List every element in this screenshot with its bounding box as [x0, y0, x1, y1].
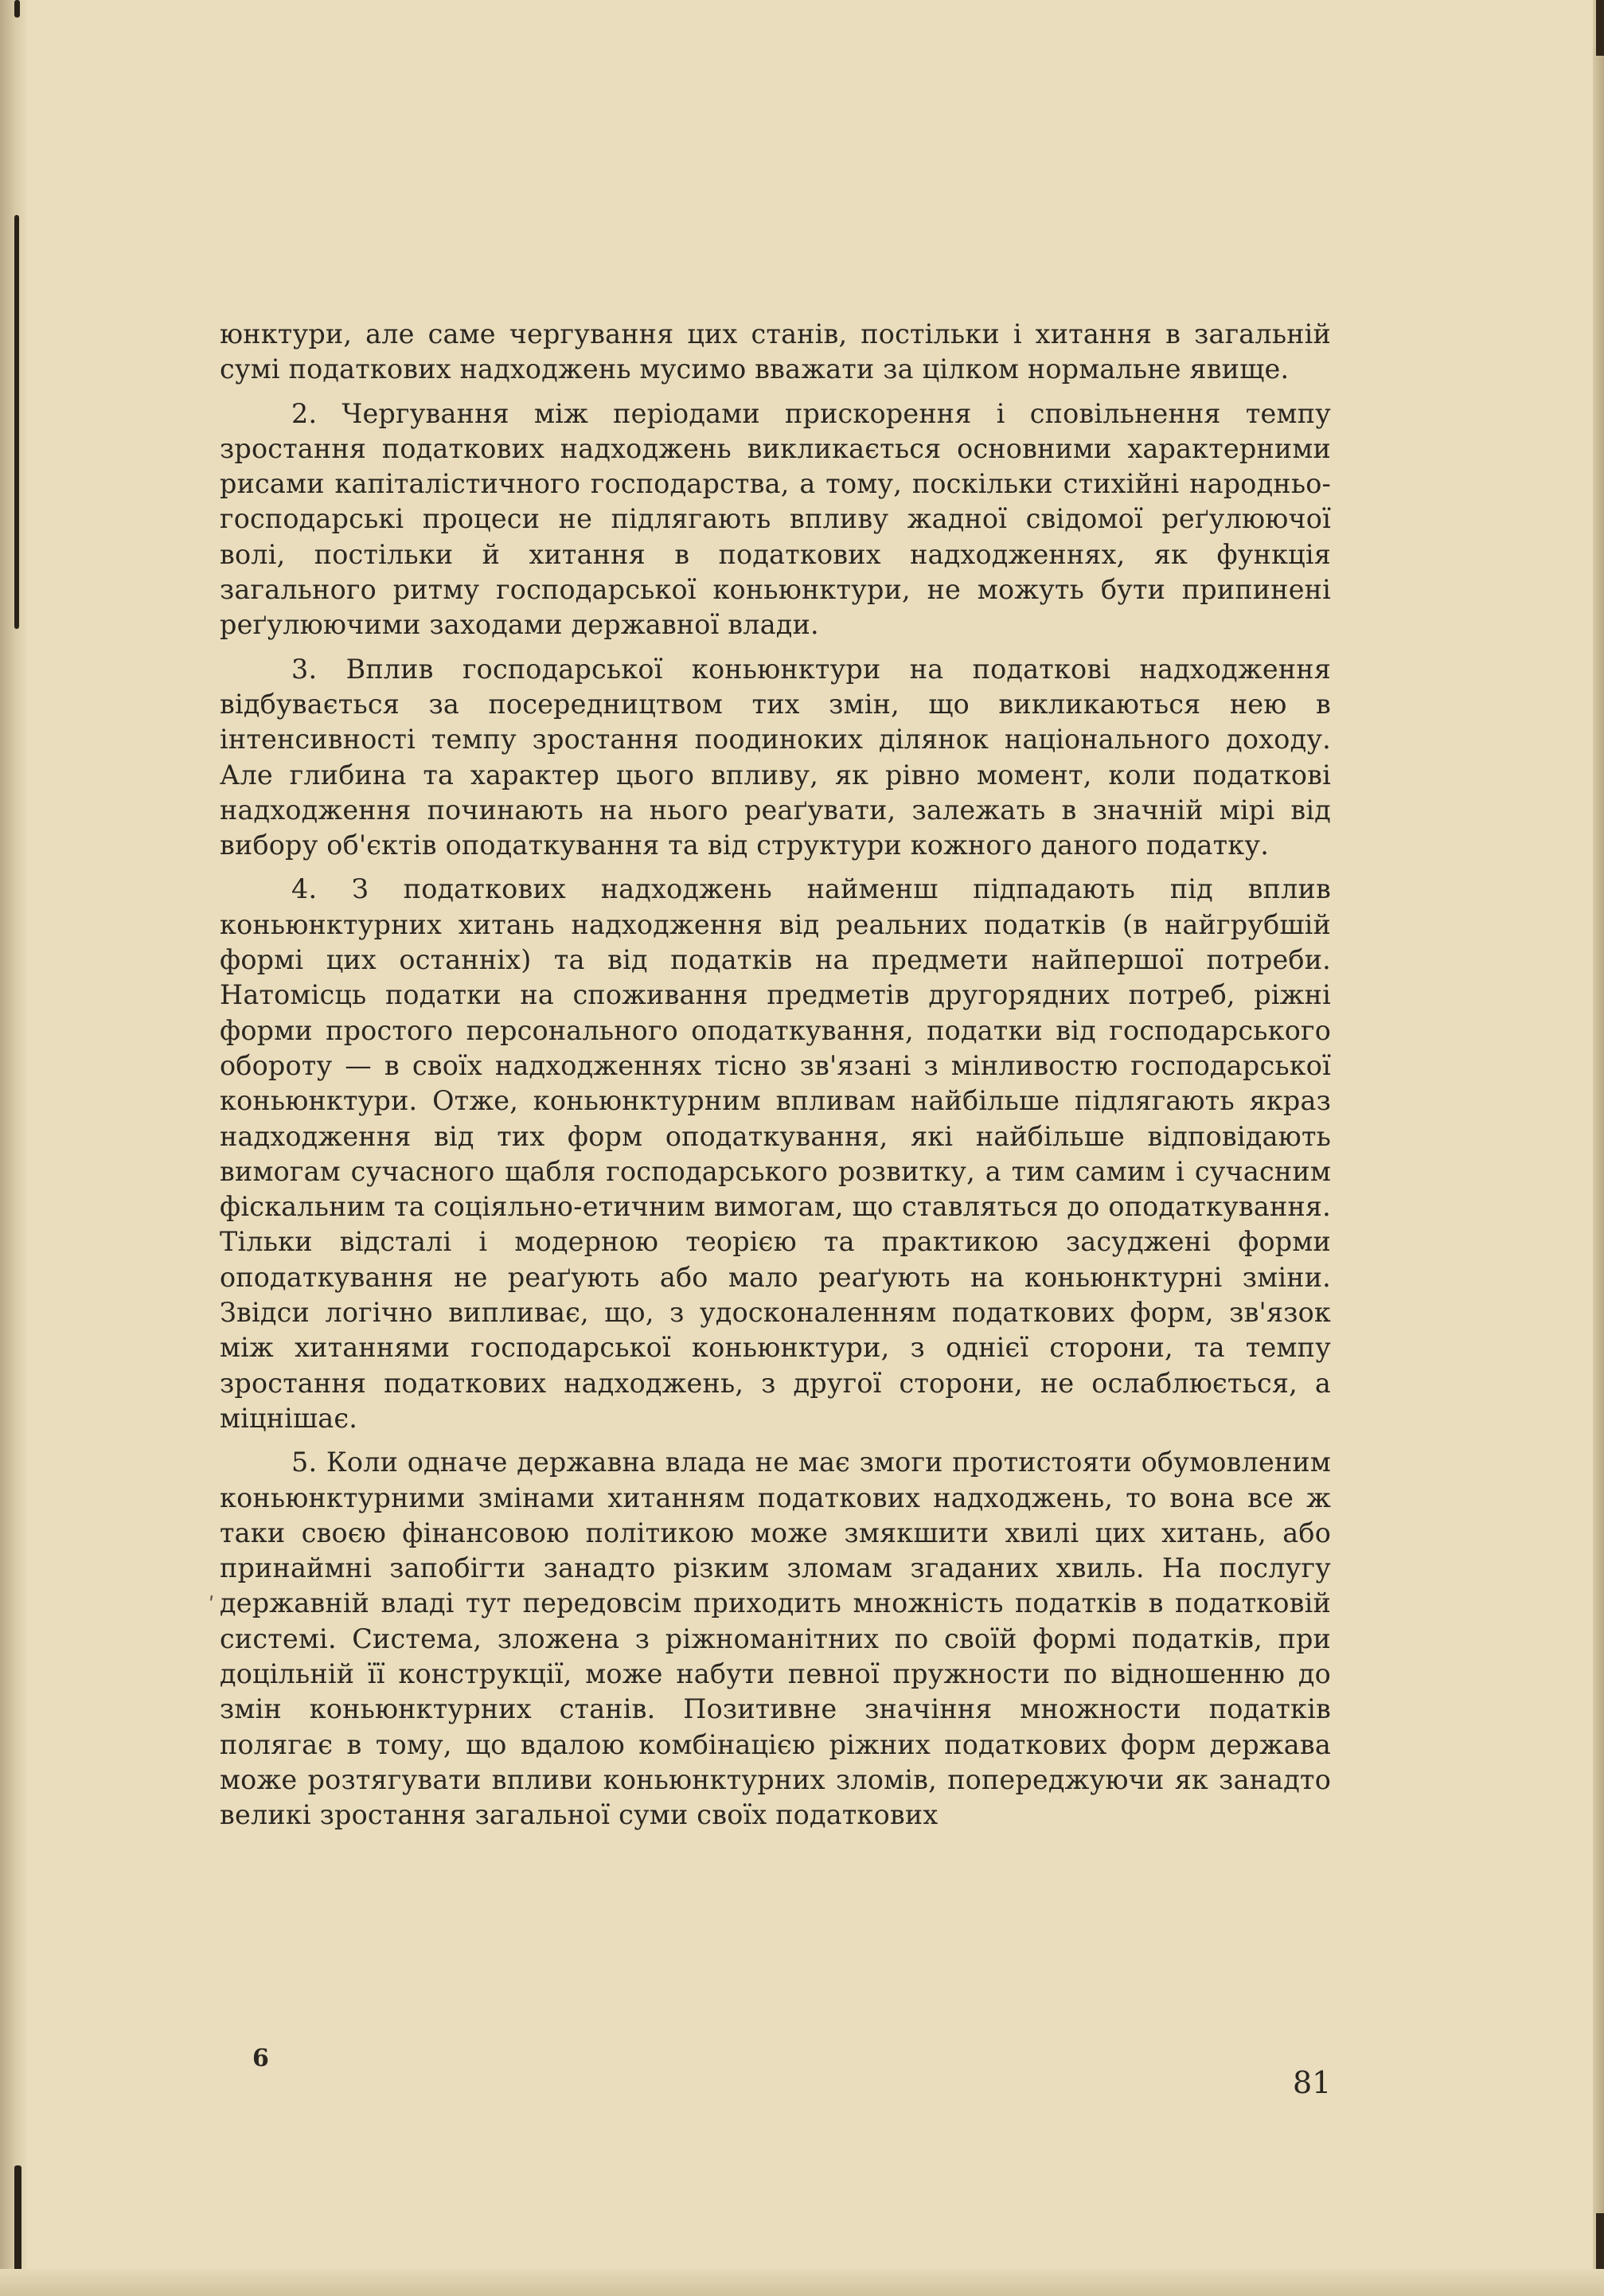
paragraph-2: 2. Чергування між періодами прискорення і сповільнення темпу зростання податкових надходжень викликається основними характерними рисами капіталістичного господарства, а тому, поскільки стихійні народньо-господарські процеси не підлягають впливу жадної свідомої реґулюючої волі, постільки й хитання в податкових надходженнях, як функція загального ритму господарської коньюнктури, не можуть бути припинені реґулюючими заходами державної влади. — [220, 397, 1331, 641]
binding-mark — [14, 0, 20, 18]
page-number: 81 — [1293, 2065, 1332, 2100]
printer-signature-mark: 6 — [252, 2044, 269, 2072]
book-spine-shadow — [0, 0, 27, 2296]
paragraph-continued: юнктури, але саме чергування цих станів, постільки і хитання в загальній сумі податкових надходжень мусимо вважати за цілком нормальне явище. — [220, 318, 1331, 385]
page-right-edge — [1593, 0, 1604, 2296]
margin-mark: ʹ — [209, 1594, 215, 1618]
page-right-edge-mark — [1596, 0, 1604, 56]
body-text — [220, 317, 1331, 1841]
paragraph-4: 4. З податкових надходжень найменш підпадають під вплив коньюнктурних хитань надходження від реальних податків (в найгрубшій формі цих останніх) та від податків на предмети найпершої потреби. Натомісць податки на споживання предметів другорядних потреб, ріжні форми простого персонального оподаткування, податки від господарського обороту — в своїх надходженнях тісно зв'язані з мінливостю господарської коньюнктури. Отже, коньюнктурним впливам найбільше підлягають якраз надходження від тих форм оподаткування, які найбільше відповідають вимогам сучасного щабля господарського розвитку, а тим самим і сучасним фіскальним та соціяльно-етичним вимогам, що ставляться до оподаткування. Тільки відсталі і модерною теорією та практикою засуджені форми оподаткування не реаґують або мало реаґують на коньюнктурні зміни. Звідси логічно випливає, що, з удосконаленням податкових форм, зв'язок між хитаннями господарської коньюнктури, з однієї сторони, та темпу зростання податкових надходжень, з другої сторони, не ослаблюється, а міцнішає. — [220, 873, 1331, 1434]
page-bottom-edge — [0, 2269, 1604, 2296]
paragraph-3: 3. Вплив господарської коньюнктури на податкові надходження відбувається за посередництвом тих змін, що викликаються нею в інтенсивності темпу зростання поодиноких ділянок національного доходу. Але глибина та характер цього впливу, як рівно момент, коли податкові надходження починають на нього реаґувати, залежать в значній мірі від вибору об'єктів оподаткування та від структури кожного даного податку. — [220, 653, 1331, 861]
paragraph-5: 5. Коли одначе державна влада не має змоги протистояти обумовленим коньюнктурними змінами хитанням податкових надходжень, то вона все ж таки своєю фінансовою політикою може змякшити хвилі цих хитань, або принаймні запобігти занадто різким зломам згаданих хвиль. На послугу державній владі тут передовсім приходить множність податків в податковій системі. Система, зложена з ріжноманітних по своїй формі податків, при доцільній її конструкції, може набути певної пружности по відношенню до змін коньюнктурних станів. Позитивне значіння множности податків полягає в тому, що вдалою комбінацією ріжних податкових форм держава може розтягувати впливи коньюнктурних зломів, попереджуючи як занадто великі зростання загальної суми своїх податкових — [220, 1447, 1331, 1831]
binding-mark — [14, 215, 19, 629]
